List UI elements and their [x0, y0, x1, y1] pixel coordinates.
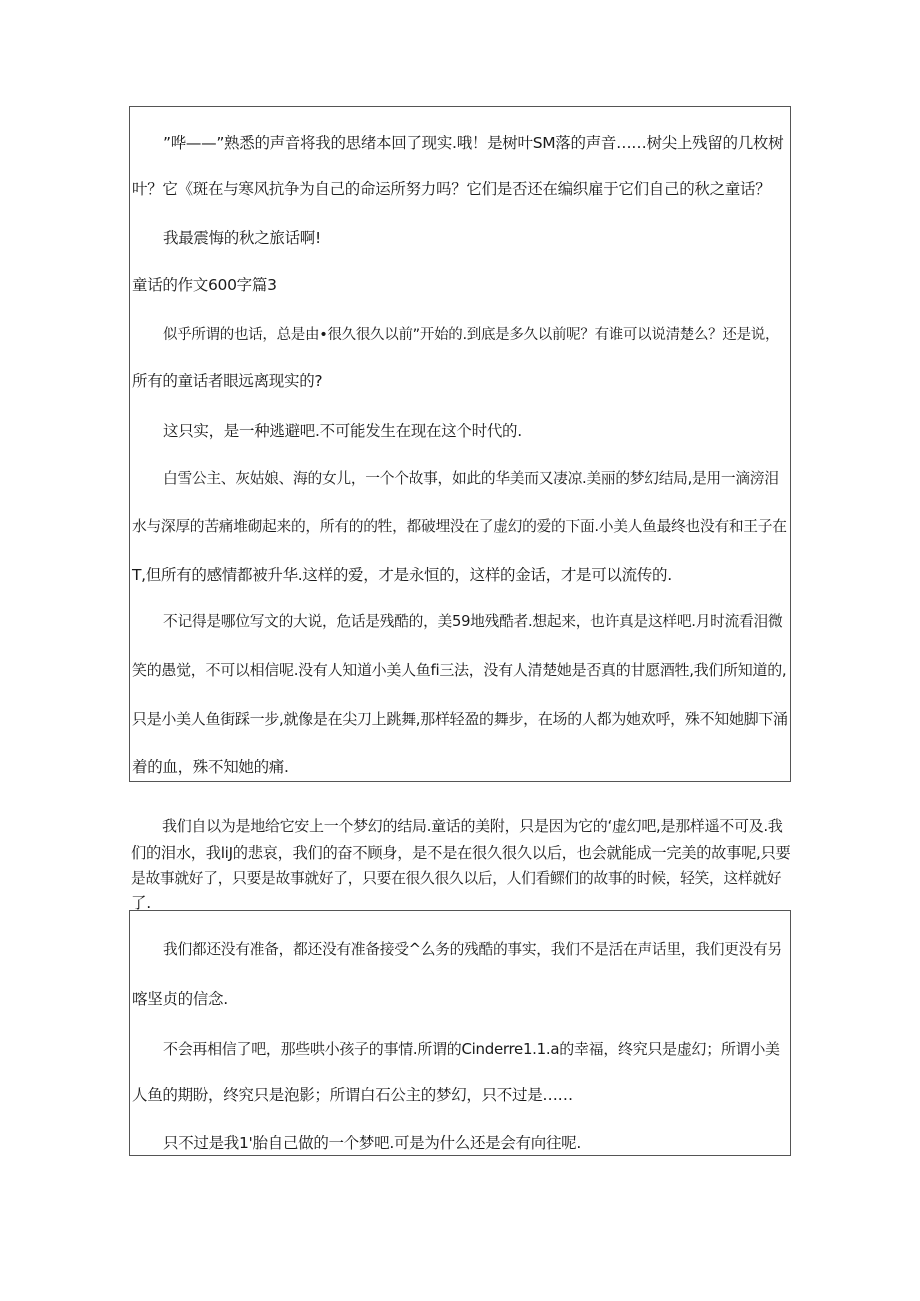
- text-box-top: [129, 106, 791, 782]
- middle-paragraph-line: 们的泪水，我liJ的悲哀，我们的奋不顾身，是不是在很久很久以后，也会就能成一完美的故事呢,只要: [131, 844, 791, 862]
- section-heading: 童话的作文600字篇3: [132, 276, 277, 294]
- paragraph-line: 似乎所谓的也话，总是由•很久很久以前”开始的.到底是多久以前呢？有谁可以说清楚么？还是说，: [163, 327, 780, 343]
- middle-paragraph-line: 是故事就好了，只要是故事就好了，只要在很久很久以后，人们看鳏们的故事的时候，轻笑，这样就好: [131, 870, 782, 887]
- paragraph-line: 叶？它《斑在与寒风抗争为自己的命运所努力吗？它们是否还在编织雇于它们自己的秋之童话？: [132, 180, 771, 198]
- paragraph-line: 水与深厚的苦痛堆砌起来的，所有的的牲，都破埋没在了虚幻的爱的下面.小美人鱼最终也没有和王子在: [132, 518, 787, 535]
- middle-paragraph-line: 我们自以为是地给它安上一个梦幻的结局.童话的美附，只是因为它的‘虚幻吧,是那样遥不可及.我: [162, 817, 783, 835]
- paragraph-line: 只是小美人鱼街踩一步,就像是在尖刀上跳舞,那样轻盈的舞步，在场的人都为她欢呼，殊不知她脚下涌: [132, 710, 788, 728]
- paragraph-line: 我们都还没有准备，都还没有准备接受^么务的残酷的事实，我们不是活在声话里，我们更没有另: [163, 941, 782, 958]
- paragraph-line: 笑的愚觉，不可以相信呢.没有人知道小美人鱼fi三法，没有人清楚她是否真的甘愿酒牲,我们所知道的,: [132, 661, 787, 679]
- paragraph-line: 我最震悔的秋之旅话啊!: [163, 229, 321, 247]
- paragraph-line: 只不过是我1'胎自己做的一个梦吧.可是为什么还是会有向往呢.: [163, 1134, 581, 1152]
- paragraph-line: 不会再相信了吧，那些哄小孩子的事情.所谓的Cinderre1.1.a的幸福，终究只是虚幻；所谓小美: [163, 1040, 780, 1058]
- paragraph-line: 白雪公主、灰姑娘、海的女儿，一个个故事，如此的华美而又凄凉.美丽的梦幻结局,是用一滴滂泪: [163, 470, 779, 487]
- paragraph-line: 着的血，殊不知她的痛.: [132, 758, 289, 776]
- paragraph-line: T,但所有的感情都被升华.这样的爱，才是永恒的，这样的金话，才是可以流传的.: [132, 566, 672, 584]
- text-box-bottom: [129, 910, 791, 1156]
- paragraph-line: ”哗——”熟悉的声音将我的思绪本回了现实.哦！是树叶SM落的声音……树尖上残留的几枚树: [163, 134, 784, 152]
- paragraph-line: 喀坚贞的信念.: [132, 990, 228, 1008]
- paragraph-line: 这只实，是一种逃避吧.不可能发生在现在这个时代的.: [163, 422, 522, 440]
- paragraph-line: 不记得是哪位写文的大说，危话是残酷的，美59地残酷者.想起来，也许真是这样吧.月时流看泪微: [163, 613, 783, 630]
- paragraph-line: 人鱼的期盼，终究只是泡影；所谓白石公主的梦幻，只不过是……: [132, 1086, 573, 1104]
- paragraph-line: 所有的童话者眼远离现实的?: [132, 372, 323, 390]
- middle-paragraph-line: 了.: [131, 894, 151, 912]
